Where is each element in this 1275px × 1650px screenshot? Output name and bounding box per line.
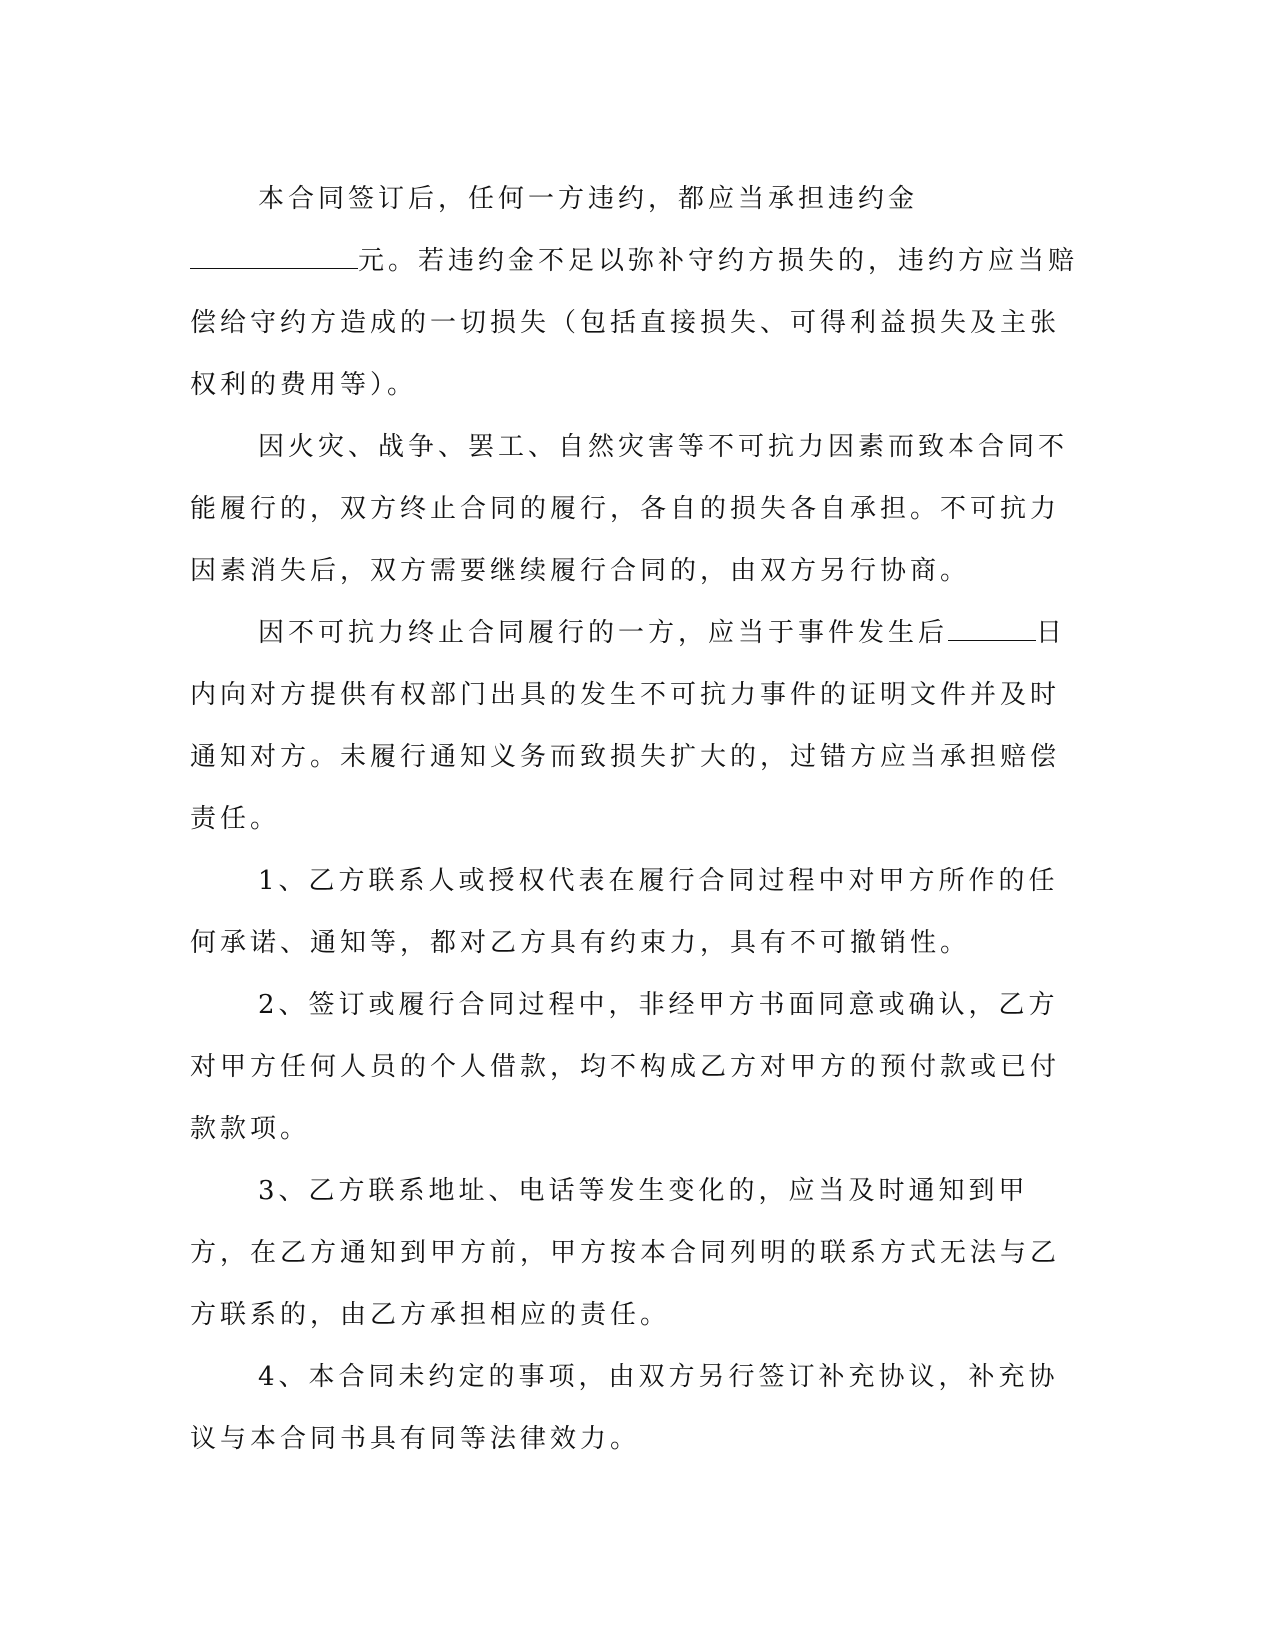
paragraph-clause-2: 2、签订或履行合同过程中，非经甲方书面同意或确认，乙方对甲方任何人员的个人借款，均不构成乙方对甲方的预付款或已付款款项。 xyxy=(190,990,1061,1144)
paragraph-notice xyxy=(190,602,1080,850)
paragraph-notice-text-after: 日内向对方提供有权部门出具的发生不可抗力事件的证明文件并及时通知对方。未履行通知义务而致损失扩大的，过错方应当承担赔偿责任。 xyxy=(190,618,1067,834)
paragraph-notice-text-before: 因不可抗力终止合同履行的一方，应当于事件发生后 xyxy=(258,618,949,648)
paragraph-penalty-text-before: 本合同签订后，任何一方违约，都应当承担违约金 xyxy=(258,184,919,214)
document-body xyxy=(190,168,1080,1470)
penalty-amount-blank xyxy=(190,240,358,269)
paragraph-clause-4: 4、本合同未约定的事项，由双方另行签订补充协议，补充协议与本合同书具有同等法律效力。 xyxy=(190,1362,1059,1454)
paragraph-penalty-text-after: 元。若违约金不足以弥补守约方损失的，违约方应当赔偿给守约方造成的一切损失（包括直接损失、可得利益损失及主张权利的费用等）。 xyxy=(190,246,1079,400)
paragraph-clause-3: 3、乙方联系地址、电话等发生变化的，应当及时通知到甲方，在乙方通知到甲方前，甲方按本合同列明的联系方式无法与乙方联系的，由乙方承担相应的责任。 xyxy=(190,1176,1061,1330)
paragraph-clause-1: 1、乙方联系人或授权代表在履行合同过程中对甲方所作的任何承诺、通知等，都对乙方具有约束力，具有不可撤销性。 xyxy=(190,866,1059,958)
paragraph-penalty xyxy=(190,168,1080,416)
notice-days-blank xyxy=(948,612,1036,641)
paragraph-force-majeure: 因火灾、战争、罢工、自然灾害等不可抗力因素而致本合同不能履行的，双方终止合同的履行，各自的损失各自承担。不可抗力因素消失后，双方需要继续履行合同的，由双方另行协商。 xyxy=(190,432,1069,586)
